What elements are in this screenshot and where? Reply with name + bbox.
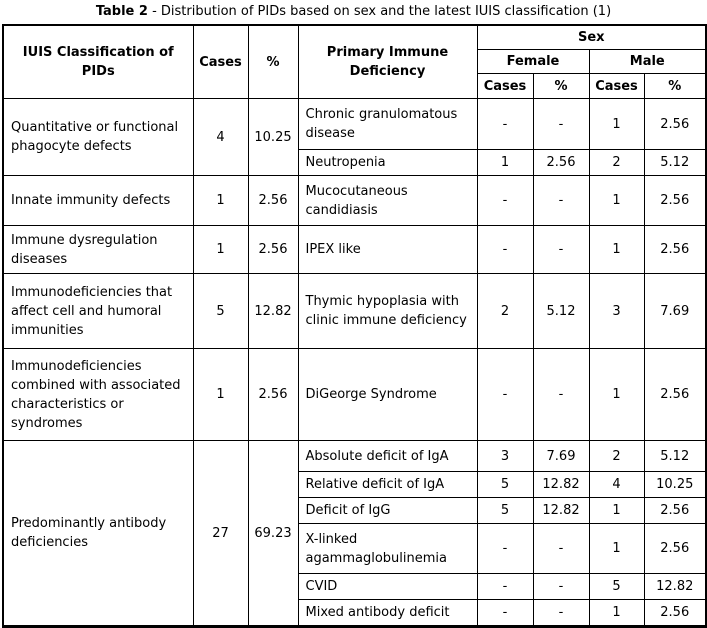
cell-female-cases: - [477, 226, 533, 274]
cell-male-cases: 2 [589, 150, 644, 176]
cell-male-percent: 2.56 [644, 524, 706, 574]
table-row [3, 441, 706, 472]
cell-male-percent: 2.56 [644, 226, 706, 274]
cell-female-percent: - [533, 176, 589, 226]
cell-female-cases: - [477, 349, 533, 441]
cell-male-percent: 2.56 [644, 600, 706, 627]
cell-female-cases: 5 [477, 472, 533, 498]
cell-classification: Quantitative or functional phagocyte defects [3, 99, 193, 176]
cell-pid: DiGeorge Syndrome [298, 349, 477, 441]
cell-male-percent: 10.25 [644, 472, 706, 498]
cell-pid: Neutropenia [298, 150, 477, 176]
cell-classification: Innate immunity defects [3, 176, 193, 226]
cell-percent: 2.56 [248, 226, 298, 274]
cell-male-cases: 1 [589, 600, 644, 627]
cell-classification: Immunodeficiencies that affect cell and humoral immunities [3, 274, 193, 349]
table-row [3, 176, 706, 226]
table-row [3, 349, 706, 441]
cell-female-cases: 3 [477, 441, 533, 472]
header-classification: IUIS Classification of PIDs [3, 25, 193, 99]
cell-percent: 69.23 [248, 441, 298, 627]
cell-pid: Relative deficit of IgA [298, 472, 477, 498]
cell-male-cases: 1 [589, 524, 644, 574]
header-sex: Sex [477, 25, 706, 50]
header-male-cases: Cases [589, 74, 644, 99]
header-male-percent: % [644, 74, 706, 99]
cell-pid: Mucocutaneous candidiasis [298, 176, 477, 226]
cell-cases: 1 [193, 176, 248, 226]
header-female: Female [477, 50, 589, 74]
cell-pid: Mixed antibody deficit [298, 600, 477, 627]
cell-female-percent: - [533, 99, 589, 150]
cell-pid: X-linked agammaglobulinemia [298, 524, 477, 574]
cell-male-cases: 1 [589, 226, 644, 274]
header-percent: % [248, 25, 298, 99]
cell-male-cases: 1 [589, 349, 644, 441]
cell-male-percent: 7.69 [644, 274, 706, 349]
cell-male-percent: 12.82 [644, 574, 706, 600]
cell-cases: 4 [193, 99, 248, 176]
cell-male-percent: 5.12 [644, 150, 706, 176]
table-caption-label: Table 2 [95, 4, 148, 19]
cell-percent: 10.25 [248, 99, 298, 176]
cell-female-percent: - [533, 600, 589, 627]
table-row [3, 274, 706, 349]
cell-percent: 2.56 [248, 176, 298, 226]
cell-female-cases: - [477, 600, 533, 627]
cell-pid: Chronic granulomatous disease [298, 99, 477, 150]
table-row [3, 226, 706, 274]
cell-female-cases: 1 [477, 150, 533, 176]
cell-female-cases: - [477, 524, 533, 574]
cell-male-percent: 2.56 [644, 176, 706, 226]
header-female-cases: Cases [477, 74, 533, 99]
cell-male-percent: 2.56 [644, 99, 706, 150]
cell-female-cases: - [477, 574, 533, 600]
cell-percent: 2.56 [248, 349, 298, 441]
cell-male-cases: 1 [589, 498, 644, 524]
cell-pid: Deficit of IgG [298, 498, 477, 524]
cell-female-percent: 5.12 [533, 274, 589, 349]
header-cases: Cases [193, 25, 248, 99]
cell-male-cases: 5 [589, 574, 644, 600]
table-caption [0, 0, 707, 24]
cell-male-percent: 5.12 [644, 441, 706, 472]
header-pid: Primary Immune Deficiency [298, 25, 477, 99]
cell-cases: 1 [193, 349, 248, 441]
cell-female-cases: - [477, 99, 533, 150]
cell-male-cases: 4 [589, 472, 644, 498]
table-caption-text: - Distribution of PIDs based on sex and the latest IUIS classification (1) [152, 4, 612, 19]
cell-percent: 12.82 [248, 274, 298, 349]
cell-male-cases: 3 [589, 274, 644, 349]
cell-male-percent: 2.56 [644, 349, 706, 441]
cell-female-percent: - [533, 226, 589, 274]
cell-female-percent: 12.82 [533, 498, 589, 524]
cell-classification: Predominantly antibody deficiencies [3, 441, 193, 627]
header-female-percent: % [533, 74, 589, 99]
cell-cases: 1 [193, 226, 248, 274]
table-row [3, 99, 706, 150]
cell-female-percent: - [533, 349, 589, 441]
cell-classification: Immunodeficiencies combined with associated characteristics or syndromes [3, 349, 193, 441]
cell-male-percent: 2.56 [644, 498, 706, 524]
cell-female-cases: 5 [477, 498, 533, 524]
cell-pid: IPEX like [298, 226, 477, 274]
cell-classification: Immune dysregulation diseases [3, 226, 193, 274]
cell-female-cases: - [477, 176, 533, 226]
cell-female-percent: 7.69 [533, 441, 589, 472]
cell-male-cases: 1 [589, 176, 644, 226]
cell-female-percent: 12.82 [533, 472, 589, 498]
cell-pid: Thymic hypoplasia with clinic immune deficiency [298, 274, 477, 349]
cell-male-cases: 1 [589, 99, 644, 150]
cell-female-percent: 2.56 [533, 150, 589, 176]
cell-female-percent: - [533, 574, 589, 600]
pid-distribution-table [2, 24, 707, 628]
header-male: Male [589, 50, 706, 74]
cell-female-cases: 2 [477, 274, 533, 349]
cell-female-percent: - [533, 524, 589, 574]
cell-male-cases: 2 [589, 441, 644, 472]
cell-cases: 27 [193, 441, 248, 627]
cell-cases: 5 [193, 274, 248, 349]
cell-pid: Absolute deficit of IgA [298, 441, 477, 472]
cell-pid: CVID [298, 574, 477, 600]
